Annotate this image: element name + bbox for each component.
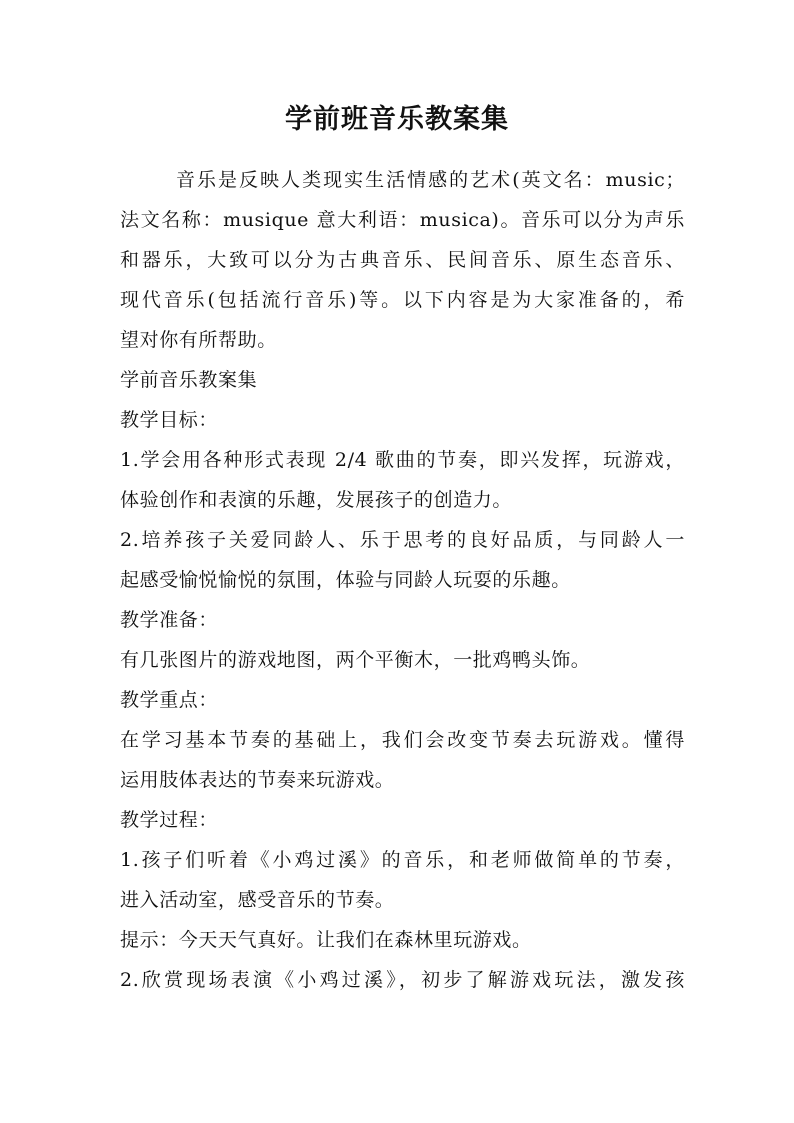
text-line: 1.孩子们听着《小鸡过溪》的音乐，和老师做简单的节奏， <box>120 849 685 871</box>
text-line: 提示：今天天气真好。让我们在森林里玩游戏。 <box>120 929 532 951</box>
text-line: 教学过程： <box>120 809 219 831</box>
text-line: 学前音乐教案集 <box>120 369 258 391</box>
text-line: 1.学会用各种形式表现 2/4 歌曲的节奏，即兴发挥，玩游戏， <box>120 449 685 471</box>
text-line: 望对你有所帮助。 <box>120 329 277 351</box>
text-line: 现代音乐(包括流行音乐)等。以下内容是为大家准备的，希 <box>120 289 685 311</box>
text-line: 2.欣赏现场表演《小鸡过溪》，初步了解游戏玩法，激发孩 <box>120 969 685 991</box>
text-line: 教学准备： <box>120 609 219 631</box>
text-line: 有几张图片的游戏地图，两个平衡木，一批鸡鸭头饰。 <box>120 649 591 671</box>
text-line: 和器乐，大致可以分为古典音乐、民间音乐、原生态音乐、 <box>120 249 685 271</box>
text-line: 音乐是反映人类现实生活情感的艺术(英文名：music； <box>176 169 685 191</box>
text-line: 教学重点： <box>120 689 219 711</box>
document-title: 学前班音乐教案集 <box>285 104 509 135</box>
text-line: 教学目标： <box>120 409 219 431</box>
text-line: 法文名称：musique 意大利语：musica)。音乐可以分为声乐 <box>120 209 685 231</box>
text-line: 在学习基本节奏的基础上，我们会改变节奏去玩游戏。懂得 <box>120 729 685 751</box>
text-line: 进入活动室，感受音乐的节奏。 <box>120 889 395 911</box>
text-line: 体验创作和表演的乐趣，发展孩子的创造力。 <box>120 489 513 511</box>
text-line: 起感受愉悦愉悦的氛围，体验与同龄人玩耍的乐趣。 <box>120 569 571 591</box>
text-line: 2.培养孩子关爱同龄人、乐于思考的良好品质，与同龄人一 <box>120 529 685 551</box>
document-body <box>120 160 685 1000</box>
text-line: 运用肢体表达的节奏来玩游戏。 <box>120 769 395 791</box>
